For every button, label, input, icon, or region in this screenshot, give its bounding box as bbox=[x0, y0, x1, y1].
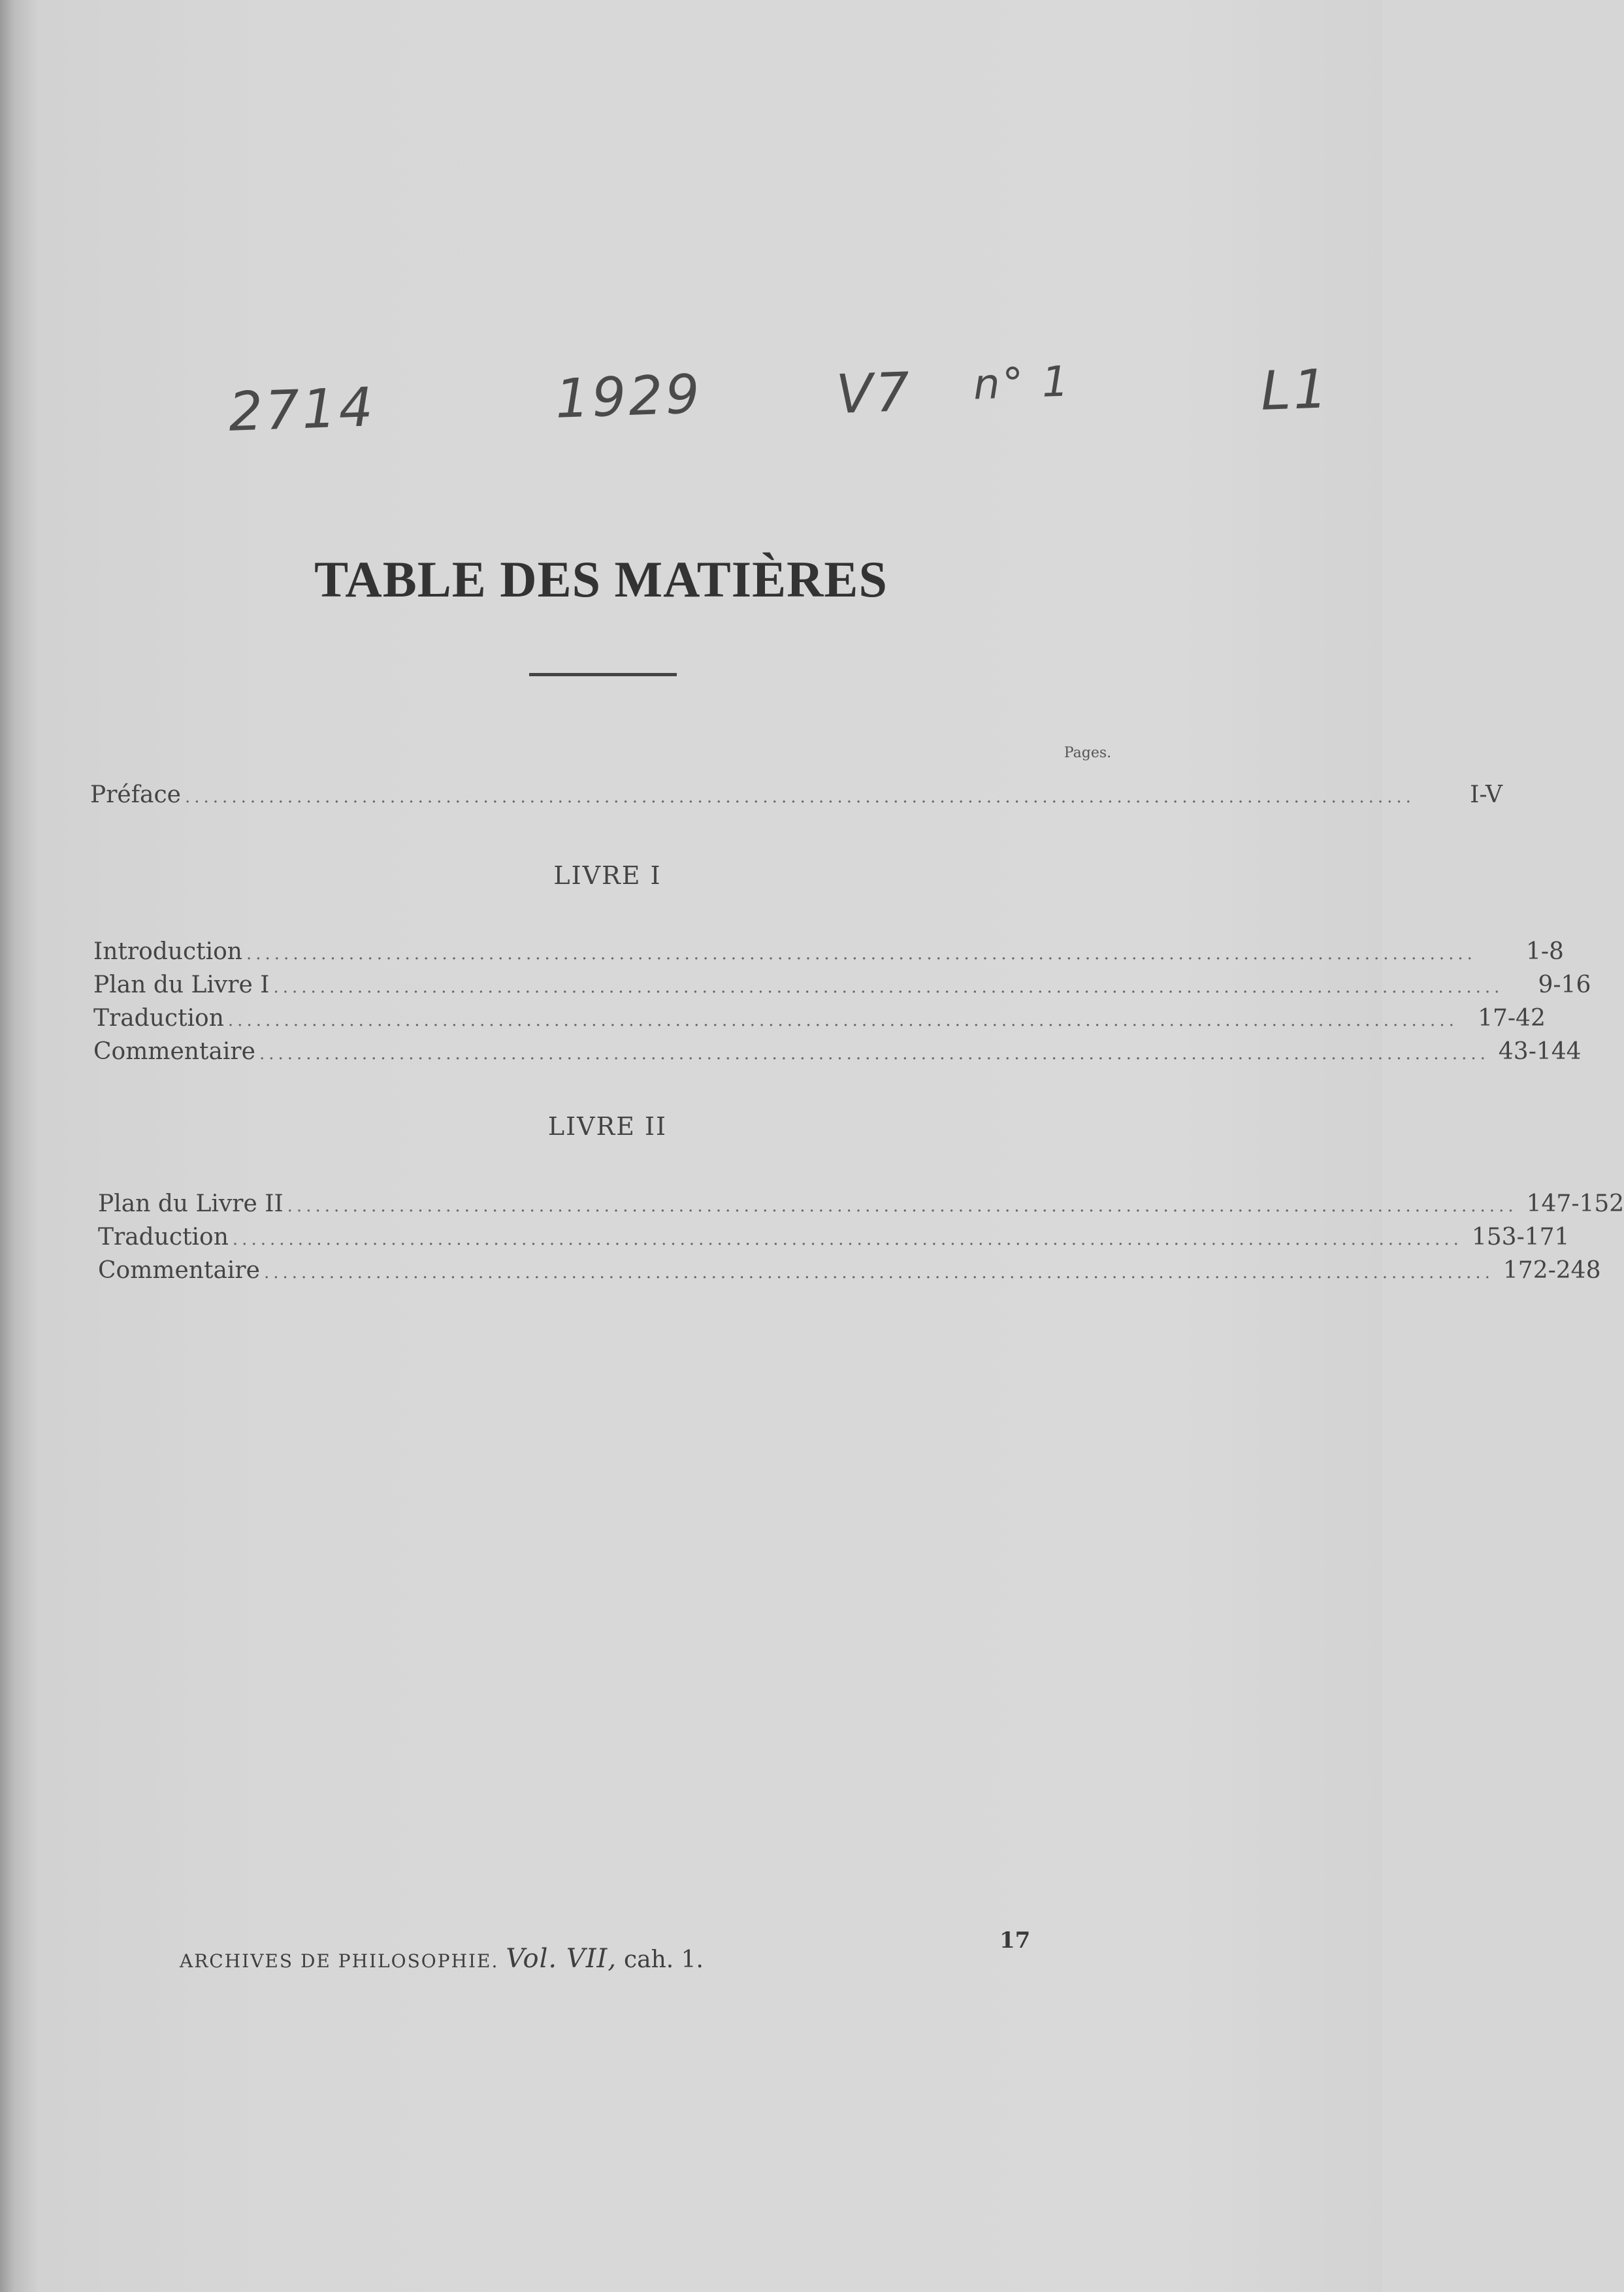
toc-entry-pages: 9-16 bbox=[1538, 972, 1591, 998]
toc-entry bbox=[93, 1005, 1546, 1036]
toc-entry-label: Traduction bbox=[98, 1224, 229, 1251]
toc-entry-label: Plan du Livre I bbox=[93, 972, 270, 998]
pages-column-header: Pages. bbox=[1064, 745, 1112, 761]
dot-leader: .................................................................................................................................... bbox=[287, 1196, 1518, 1216]
toc-entry-pages: 1-8 bbox=[1525, 938, 1564, 965]
cahier-label: cah. 1. bbox=[623, 1946, 704, 1973]
toc-entry-pages: 147-152 bbox=[1526, 1190, 1624, 1217]
toc-entry bbox=[93, 938, 1564, 970]
section-heading-livre-2: LIVRE II bbox=[547, 1112, 668, 1141]
toc-entry-label: Préface bbox=[90, 781, 181, 808]
dot-leader: .................................................................................................................................... bbox=[185, 787, 1415, 807]
toc-entry-label: Commentaire bbox=[98, 1257, 260, 1284]
toc-entry bbox=[98, 1257, 1601, 1288]
dot-leader: .................................................................................................................................... bbox=[246, 944, 1476, 964]
toc-entry-pages: 153-171 bbox=[1471, 1224, 1570, 1251]
toc-entry bbox=[93, 972, 1591, 1003]
toc-entry-pages: 172-248 bbox=[1502, 1257, 1601, 1284]
toc-entry bbox=[98, 1224, 1570, 1255]
page-title: TABLE DES MATIÈRES bbox=[314, 551, 888, 608]
handwritten-annotation bbox=[0, 357, 1382, 457]
section-heading-livre-1: LIVRE I bbox=[553, 861, 662, 890]
volume-label: Vol. VII, bbox=[506, 1944, 617, 1974]
handwritten-note: 1929 bbox=[554, 363, 704, 431]
handwritten-note: L1 bbox=[1259, 358, 1331, 423]
toc-entry-label: Traduction bbox=[93, 1005, 224, 1032]
toc-entry bbox=[98, 1190, 1624, 1222]
dot-leader: .................................................................................................................................... bbox=[259, 1044, 1489, 1064]
dot-leader: .................................................................................................................................... bbox=[232, 1230, 1463, 1249]
toc-entry-pages: 43-144 bbox=[1498, 1038, 1582, 1065]
handwritten-note: 2714 bbox=[227, 376, 377, 444]
dot-leader: .................................................................................................................................... bbox=[273, 977, 1504, 997]
toc-entry-label: Commentaire bbox=[93, 1038, 255, 1065]
title-divider bbox=[529, 673, 677, 676]
handwritten-note: n° 1 bbox=[972, 357, 1072, 410]
dot-leader: .................................................................................................................................... bbox=[227, 1011, 1458, 1030]
toc-entry-pages: I-V bbox=[1470, 781, 1502, 808]
toc-entry-label: Introduction bbox=[93, 938, 242, 965]
page-number: 17 bbox=[999, 1927, 1031, 1954]
toc-entry bbox=[93, 1038, 1582, 1070]
toc-entry-pages: 17-42 bbox=[1478, 1005, 1546, 1032]
toc-entry-label: Plan du Livre II bbox=[98, 1190, 284, 1217]
handwritten-note: V7 bbox=[835, 361, 913, 426]
toc-entry-preface bbox=[90, 781, 1502, 813]
journal-name: ARCHIVES DE PHILOSOPHIE. bbox=[180, 1950, 499, 1972]
journal-footer bbox=[180, 1944, 704, 1974]
dot-leader: .................................................................................................................................... bbox=[263, 1263, 1494, 1283]
